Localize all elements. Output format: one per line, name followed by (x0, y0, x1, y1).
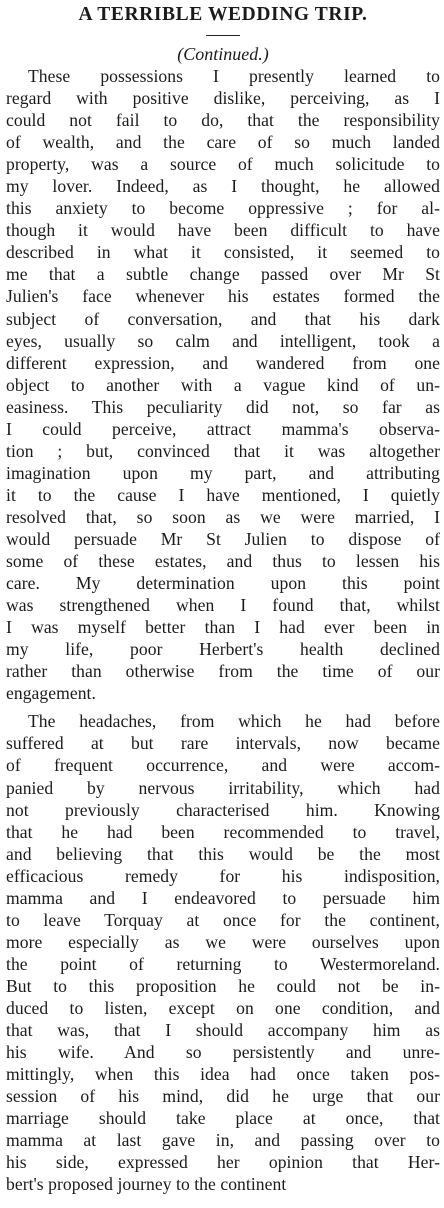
text-line: The headaches, from which he had before (28, 711, 440, 732)
text-line: marriage should take place at once, that (6, 1108, 440, 1129)
text-line: Julien's face whenever his estates formed the (6, 286, 440, 307)
text-line: my life, poor Herbert's health declined (6, 639, 440, 660)
text-line: not previously characterised him. Knowing (6, 799, 440, 820)
text-line: duced to listen, except on one condition, and (6, 997, 440, 1018)
text-line: eyes, usually so calm and intelligent, took a (6, 330, 440, 351)
text-line: to leave Torquay at once for the continent, (6, 909, 440, 930)
text-line: described in what it consisted, it seemed to (6, 242, 440, 263)
text-line: property, was a source of much solicitude to (6, 154, 440, 175)
text-line: mamma and I endeavored to persuade him (6, 887, 440, 908)
text-line: rather than otherwise from the time of our (6, 661, 440, 682)
title-divider (206, 35, 240, 36)
text-line: I was myself better than I had ever been in (6, 617, 440, 638)
text-line: would persuade Mr St Julien to dispose of (6, 528, 440, 549)
article-subtitle: (Continued.) (177, 44, 269, 64)
text-line: mittingly, when this idea had once taken pos- (6, 1064, 440, 1085)
text-line: though it would have been difficult to have (6, 220, 440, 241)
text-line: But to this proposition he could not be in- (6, 975, 440, 996)
text-line: resolved that, so soon as we were married, I (6, 506, 440, 527)
text-line: my lover. Indeed, as I thought, he allowed (6, 176, 440, 197)
text-line: different expression, and wandered from one (6, 352, 440, 373)
text-line: imagination upon my part, and attributing (6, 462, 440, 483)
article-title: A TERRIBLE WEDDING TRIP. (78, 4, 368, 25)
text-line: me that a subtle change passed over Mr St (6, 264, 440, 285)
text-line: that was, that I should accompany him as (6, 1020, 440, 1041)
text-line: care. My determination upon this point (6, 573, 440, 594)
paragraph-2 (6, 710, 440, 1195)
text-line: suffered at but rare intervals, now became (6, 733, 440, 754)
text-line: mamma at last gave in, and passing over to (6, 1130, 440, 1151)
text-line: bert's proposed journey to the continent (6, 1174, 287, 1195)
text-line: panied by nervous irritability, which had (6, 777, 440, 798)
text-line: it to the cause I have mentioned, I quietly (6, 484, 440, 505)
text-line: regard with positive dislike, perceiving, as I (6, 88, 440, 109)
text-line: subject of conversation, and that his dark (6, 308, 440, 329)
text-line: engagement. (6, 683, 96, 704)
text-line: his wife. And so persistently and unre- (6, 1042, 440, 1063)
text-line: this anxiety to become oppressive ; for al- (6, 198, 440, 219)
text-line: his side, expressed her opinion that Her- (6, 1152, 440, 1173)
text-line: of wealth, and the care of so much landed (6, 132, 440, 153)
text-line: easiness. This peculiarity did not, so far as (6, 396, 440, 417)
text-line: that he had been recommended to travel, (6, 821, 440, 842)
text-line: some of these estates, and thus to lessen his (6, 551, 440, 572)
text-line: tion ; but, convinced that it was altogether (6, 440, 440, 461)
text-line: and believing that this would be the most (6, 843, 440, 864)
text-line: was strengthened when I found that, whilst (6, 595, 440, 616)
text-line: of frequent occurrence, and were accom- (6, 755, 440, 776)
paragraph-1 (6, 65, 440, 704)
text-line: These possessions I presently learned to (28, 66, 440, 86)
text-line: session of his mind, did he urge that our (6, 1086, 440, 1107)
text-line: the point of returning to Westermoreland. (6, 953, 440, 974)
text-line: could not fail to do, that the responsibility (6, 110, 440, 131)
text-line: object to another with a vague kind of un- (6, 374, 440, 395)
text-line: more especially as we were ourselves upon (6, 931, 440, 952)
text-line: I could perceive, attract mamma's observa- (6, 418, 440, 439)
text-line: efficacious remedy for his indisposition, (6, 865, 440, 886)
